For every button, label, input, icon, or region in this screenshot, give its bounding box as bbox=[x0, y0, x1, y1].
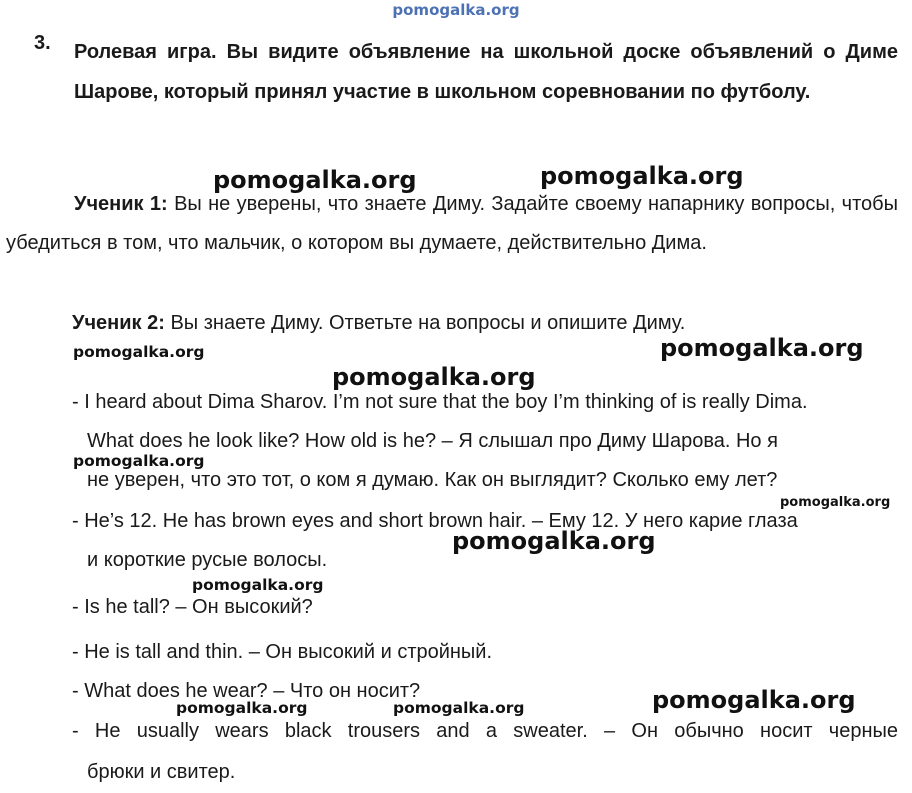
student2-paragraph bbox=[72, 312, 685, 335]
watermark: pomogalka.org bbox=[176, 699, 308, 717]
dialogue-line-1: - I heard about Dima Sharov. I’m not sure that the boy I’m thinking of is really Dima. bbox=[72, 391, 808, 413]
watermark: pomogalka.org bbox=[73, 452, 205, 470]
dialogue-line-2: - He’s 12. He has brown eyes and short brown hair. – Ему 12. У него карие глаза bbox=[72, 510, 798, 532]
watermark: pomogalka.org bbox=[213, 166, 417, 194]
dialogue-line-6: - He usually wears black trousers and a sweater. – Он обычно носит черные bbox=[72, 720, 898, 742]
dialogue-line-2b: и короткие русые волосы. bbox=[87, 549, 328, 571]
watermark: pomogalka.org bbox=[652, 686, 856, 714]
dialogue-line-1b: What does he look like? How old is he? – Я слышал про Диму Шарова. Но я bbox=[87, 430, 778, 452]
watermark: pomogalka.org bbox=[332, 363, 536, 391]
watermark: pomogalka.org bbox=[660, 334, 864, 362]
watermark: pomogalka.org bbox=[73, 343, 205, 361]
student1-text: Вы не уверены, что знаете Диму. Задайте своему напарнику вопросы, чтобы убедиться в том, что мальчик, о котором вы думаете, действительно Дима. bbox=[6, 193, 898, 254]
watermark: pomogalka.org bbox=[393, 699, 525, 717]
watermark-top: pomogalka.org bbox=[392, 1, 520, 19]
watermark: pomogalka.org bbox=[780, 495, 891, 510]
student2-text: Вы знаете Диму. Ответьте на вопросы и опишите Диму. bbox=[170, 312, 686, 334]
watermark: pomogalka.org bbox=[192, 576, 324, 594]
dialogue-line-6b: брюки и свитер. bbox=[87, 761, 236, 783]
student1-label: Ученик 1: bbox=[74, 193, 168, 215]
dialogue-line-4: - He is tall and thin. – Он высокий и стройный. bbox=[72, 641, 493, 663]
task-number: 3. bbox=[34, 32, 51, 54]
dialogue-line-5: - What does he wear? – Что он носит? bbox=[72, 680, 421, 702]
watermark: pomogalka.org bbox=[540, 162, 744, 190]
student1-paragraph bbox=[6, 185, 898, 263]
dialogue-line-3: - Is he tall? – Он высокий? bbox=[72, 596, 313, 618]
student2-label: Ученик 2: bbox=[72, 312, 165, 334]
task-title: Ролевая игра. Вы видите объявление на школьной доске объявлений о Диме Шарове, который принял участие в школьном соревновании по футболу. bbox=[74, 41, 898, 103]
dialogue-line-1c: не уверен, что это тот, о ком я думаю. Как он выглядит? Сколько ему лет? bbox=[87, 469, 778, 491]
watermark: pomogalka.org bbox=[452, 527, 656, 555]
